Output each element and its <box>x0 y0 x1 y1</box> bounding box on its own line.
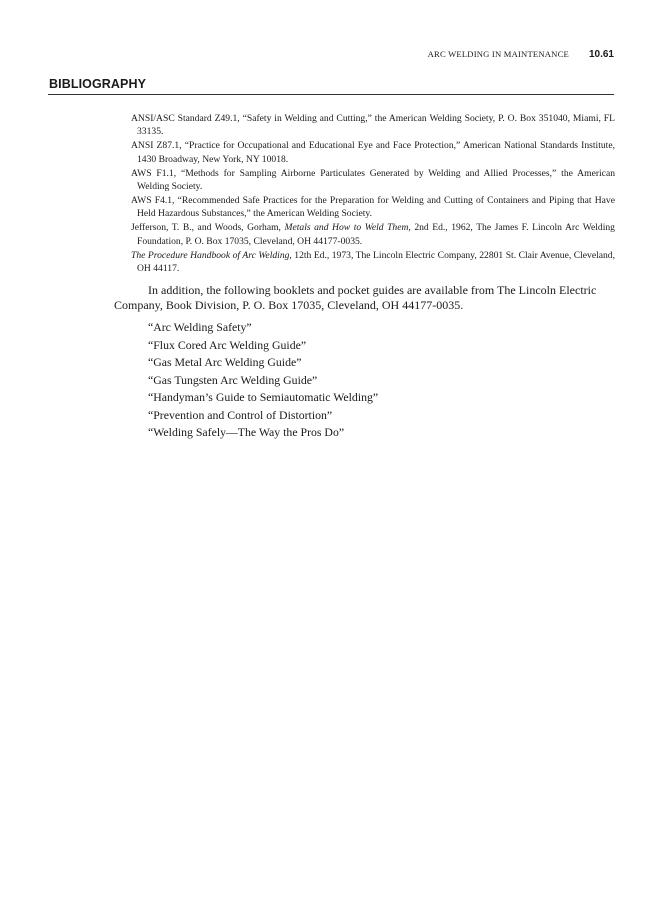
reference-item: ANSI/ASC Standard Z49.1, “Safety in Welding and Cutting,” the American Welding Society, P. O. Box 351040, Miami, FL 33135. <box>131 113 615 138</box>
running-head <box>428 49 614 60</box>
page-number: 10.61 <box>588 49 614 60</box>
guide-item: “Handyman’s Guide to Semiautomatic Welding” <box>148 390 379 404</box>
guide-item: “Gas Metal Arc Welding Guide” <box>148 355 302 369</box>
running-title: ARC WELDING IN MAINTENANCE <box>427 49 569 59</box>
guide-item: “Welding Safely—The Way the Pros Do” <box>148 425 345 439</box>
reference-item: AWS F4.1, “Recommended Safe Practices for the Preparation for Welding and Cutting of Containers and Piping that Have Held Hazardous Substances,” the American Welding Society. <box>131 194 615 220</box>
intro-line-2: Company, Book Division, P. O. Box 17035, Cleveland, OH 44177-0035. <box>114 298 464 312</box>
intro-line-1: In addition, the following booklets and pocket guides are available from The Lincoln Electric <box>148 283 597 297</box>
section-title: BIBLIOGRAPHY <box>49 77 147 91</box>
reference-item: AWS F1.1, “Methods for Sampling Airborne Particulates Generated by Welding and Allied Processes,” the American Welding Society. <box>131 167 615 193</box>
guide-list <box>148 319 378 442</box>
reference-item: ANSI Z87.1, “Practice for Occupational and Educational Eye and Face Protection,” American National Standards Institute, 1430 Broadway, New York, NY 10018. <box>131 140 615 165</box>
reference-item: The Procedure Handbook of Arc Welding, 12th Ed., 1973, The Lincoln Electric Company, 22801 St. Clair Avenue, Cleveland, OH 44117. <box>131 249 616 274</box>
guide-item: “Prevention and Control of Distortion” <box>148 407 333 422</box>
intro-paragraph <box>114 283 615 313</box>
reference-item: Jefferson, T. B., and Woods, Gorham, Metals and How to Weld Them, 2nd Ed., 1962, The James F. Lincoln Arc Welding Foundation, P. O. Box 17035, Cleveland, OH 44177-0035. <box>131 222 615 247</box>
guide-item: “Gas Tungsten Arc Welding Guide” <box>148 372 318 387</box>
guide-item: “Arc Welding Safety” <box>148 320 252 334</box>
section-rule <box>48 94 614 95</box>
reference-list <box>131 112 615 276</box>
guide-item: “Flux Cored Arc Welding Guide” <box>148 337 307 352</box>
